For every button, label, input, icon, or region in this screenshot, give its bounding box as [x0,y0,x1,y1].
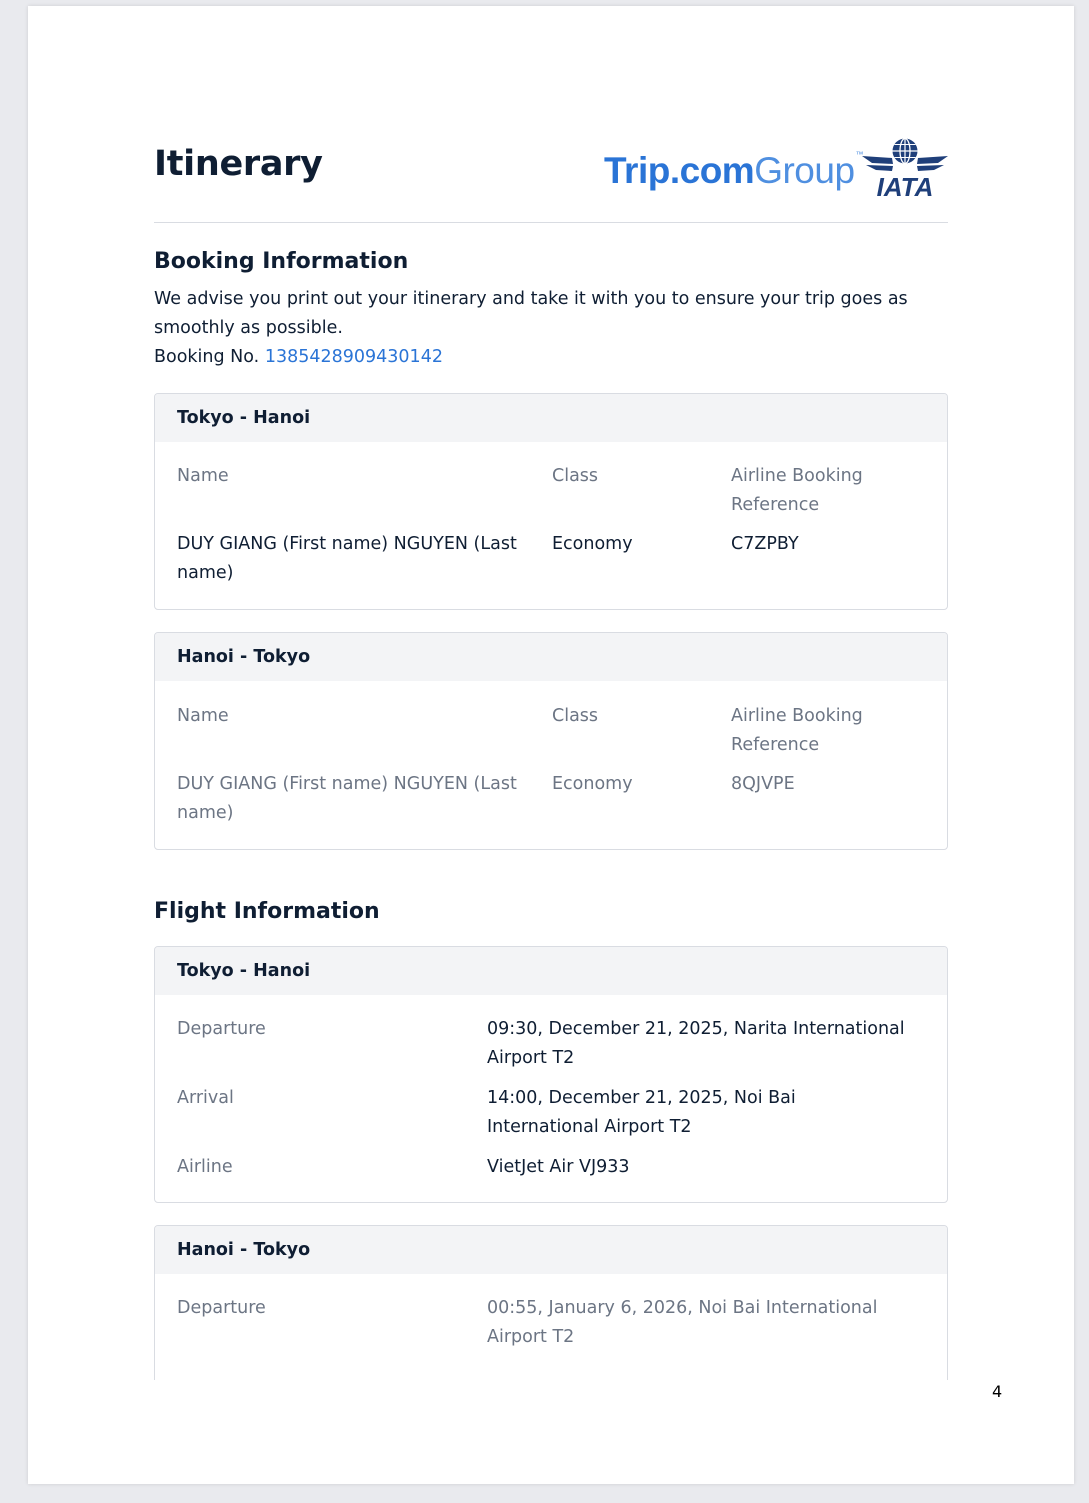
passenger-name: DUY GIANG (First name) NGUYEN (Last name) [177,774,517,823]
class-column-header: Class [552,706,599,726]
booking-card-hanoi-tokyo [154,632,948,850]
logo-part-1: Trip.com [604,150,755,191]
airline-booking-reference: 8QJVPE [731,774,795,794]
booking-card-route: Tokyo - Hanoi [155,394,947,442]
reference-column-header: Airline Booking Reference [731,466,863,515]
booking-number-label: Booking No. [154,347,260,367]
booking-number-value[interactable]: 1385428909430142 [264,347,443,367]
booking-information-heading: Booking Information [154,249,409,274]
logo-part-2: Group [754,150,855,191]
booking-card-header-row [155,462,947,530]
booking-card-route: Hanoi - Tokyo [155,633,947,681]
booking-intro [154,285,948,372]
cabin-class: Economy [552,534,633,554]
page-content [154,6,948,1380]
logo-trademark: ™ [855,150,864,159]
flight-detail-row [155,1015,947,1084]
booking-number-line [154,343,948,372]
arrival-label: Arrival [177,1088,234,1108]
tripcom-group-logo [604,150,863,192]
flight-detail-row [155,1294,947,1363]
flight-card-tokyo-hanoi [154,946,948,1203]
passenger-name: DUY GIANG (First name) NGUYEN (Last name) [177,534,517,583]
booking-card-header-row [155,702,947,770]
class-column-header: Class [552,466,599,486]
flight-information-heading: Flight Information [154,899,380,924]
flight-card-route: Tokyo - Hanoi [155,947,947,995]
reference-column-header: Airline Booking Reference [731,706,863,755]
airline-value: VietJet Air VJ933 [487,1157,630,1177]
departure-label: Departure [177,1298,266,1318]
flight-detail-row [155,1153,947,1183]
flight-card-route: Hanoi - Tokyo [155,1226,947,1274]
iata-logo-text: IATA [876,172,934,198]
iata-logo [862,136,948,198]
cabin-class: Economy [552,774,633,794]
booking-advice-text: We advise you print out your itinerary and take it with you to ensure your trip goes as smoothly as possible. [154,289,908,338]
departure-label: Departure [177,1019,266,1039]
document-page [28,6,1074,1484]
page-title: Itinerary [154,144,323,184]
airline-label: Airline [177,1157,233,1177]
departure-value: 09:30, December 21, 2025, Narita International Airport T2 [487,1019,905,1068]
flight-card-hanoi-tokyo [154,1225,948,1380]
airline-booking-reference: C7ZPBY [731,534,799,554]
document-header [154,134,948,223]
departure-value: 00:55, January 6, 2026, Noi Bai International Airport T2 [487,1298,878,1347]
page-number: 4 [992,1382,1003,1401]
name-column-header: Name [177,466,229,486]
flight-detail-row [155,1084,947,1153]
arrival-value: 14:00, December 21, 2025, Noi Bai International Airport T2 [487,1088,796,1137]
name-column-header: Name [177,706,229,726]
booking-card-tokyo-hanoi [154,393,948,610]
